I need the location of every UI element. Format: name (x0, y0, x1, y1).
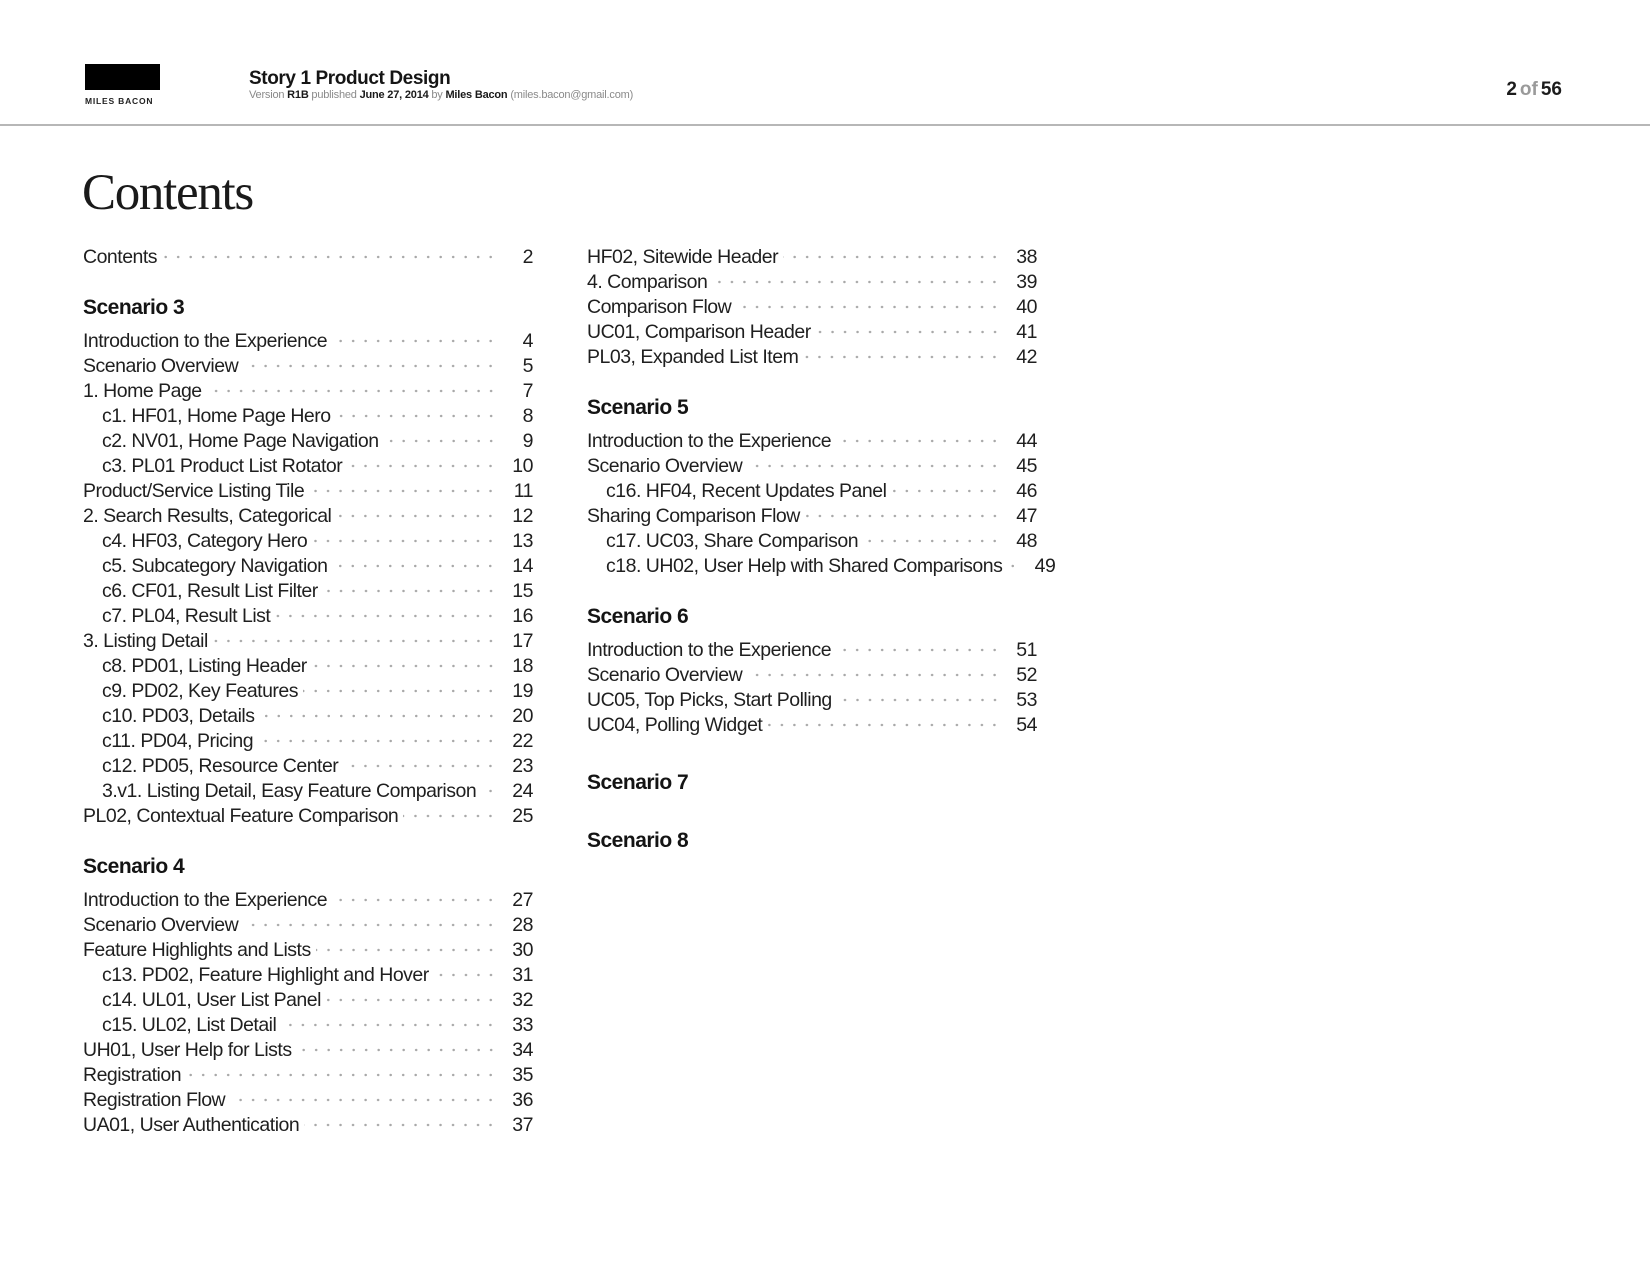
dot-leader (837, 694, 1001, 706)
document-meta (249, 89, 633, 101)
dot-leader (403, 810, 497, 822)
toc-subentry[interactable]: c8. PD01, Listing Header 18 (102, 655, 533, 677)
dot-leader (260, 710, 498, 722)
toc-entry[interactable]: UC01, Comparison Header 41 (587, 321, 1037, 343)
toc-subentry[interactable]: c4. HF03, Category Hero 13 (102, 530, 533, 552)
dot-leader (316, 944, 497, 956)
dot-leader (213, 635, 497, 647)
section-heading-scenario-8: Scenario 8 (587, 829, 689, 852)
toc-subentry[interactable]: c9. PD02, Key Features 19 (102, 680, 533, 702)
dot-leader (332, 335, 497, 347)
toc-entry[interactable]: 4. Comparison 39 (587, 271, 1037, 293)
toc-entry[interactable]: UH01, User Help for Lists 34 (83, 1039, 533, 1061)
page-counter (1506, 79, 1562, 101)
dot-leader (297, 1044, 497, 1056)
toc-entry[interactable]: Registration 35 (83, 1064, 533, 1086)
section-heading-scenario-3: Scenario 3 (83, 296, 185, 319)
version-value: R1B (287, 89, 309, 101)
toc-entry[interactable]: PL02, Contextual Feature Comparison 25 (83, 805, 533, 827)
dot-leader (336, 410, 497, 422)
dot-leader (332, 560, 497, 572)
dot-leader (384, 435, 497, 447)
toc-subentry[interactable]: c10. PD03, Details 20 (102, 705, 533, 727)
total-pages: 56 (1540, 79, 1562, 100)
logo-mark (85, 64, 160, 90)
dot-leader (767, 719, 1001, 731)
toc-subentry[interactable]: c13. PD02, Feature Highlight and Hover 31 (102, 964, 533, 986)
dot-leader (1007, 560, 1019, 572)
of-label: of (1519, 79, 1538, 100)
toc-entry[interactable]: 3. Listing Detail 17 (83, 630, 533, 652)
toc-subentry[interactable]: c2. NV01, Home Page Navigation 9 (102, 430, 533, 452)
dot-leader (816, 326, 1001, 338)
dot-leader (326, 994, 497, 1006)
dot-leader (747, 460, 1001, 472)
dot-leader (434, 969, 497, 981)
dot-leader (258, 735, 497, 747)
logo-text: MILES BACON (85, 96, 154, 106)
dot-leader (323, 585, 497, 597)
toc-entry[interactable]: UC05, Top Picks, Start Polling 53 (587, 689, 1037, 711)
toc-subentry[interactable]: c6. CF01, Result List Filter 15 (102, 580, 533, 602)
dot-leader (481, 785, 497, 797)
toc-entry[interactable]: Product/Service Listing Tile 11 (83, 480, 533, 502)
dot-leader (783, 251, 1001, 263)
toc-entry[interactable]: Feature Highlights and Lists 30 (83, 939, 533, 961)
toc-entry[interactable]: Scenario Overview 52 (587, 664, 1037, 686)
toc-subentry[interactable]: c12. PD05, Resource Center 23 (102, 755, 533, 777)
dot-leader (863, 535, 1001, 547)
toc-entry[interactable]: Scenario Overview 45 (587, 455, 1037, 477)
toc-entry[interactable]: Introduction to the Experience 44 (587, 430, 1037, 452)
author-email: (miles.bacon@gmail.com) (510, 89, 634, 101)
section-heading-scenario-6: Scenario 6 (587, 605, 689, 628)
toc-entry[interactable]: HF02, Sitewide Header 38 (587, 246, 1037, 268)
dot-leader (303, 685, 497, 697)
dot-leader (243, 919, 497, 931)
dot-leader (836, 435, 1001, 447)
toc-subentry[interactable]: c18. UH02, User Help with Shared Comparisons 49 (606, 555, 1056, 577)
dot-leader (230, 1094, 497, 1106)
toc-subentry[interactable]: c11. PD04, Pricing 22 (102, 730, 533, 752)
toc-entry[interactable]: Contents 2 (83, 246, 533, 268)
toc-entry[interactable]: Introduction to the Experience 51 (587, 639, 1037, 661)
dot-leader (891, 485, 1001, 497)
toc-column-right (587, 246, 1056, 855)
toc-subentry[interactable]: 3.v1. Listing Detail, Easy Feature Comparison 24 (102, 780, 533, 802)
current-page: 2 (1506, 79, 1517, 100)
published-label: published (311, 89, 357, 101)
page-title: Contents (82, 165, 253, 221)
dot-leader (712, 276, 1001, 288)
section-heading-scenario-4: Scenario 4 (83, 855, 185, 878)
toc-entry[interactable]: UC04, Polling Widget 54 (587, 714, 1037, 736)
version-label: Version (249, 89, 285, 101)
dot-leader (309, 485, 497, 497)
toc-entry[interactable]: Scenario Overview 5 (83, 355, 533, 377)
toc-entry[interactable]: UA01, User Authentication 37 (83, 1114, 533, 1136)
toc-entry[interactable]: Comparison Flow 40 (587, 296, 1037, 318)
section-heading-scenario-5: Scenario 5 (587, 396, 689, 419)
dot-leader (803, 351, 1001, 363)
publish-date: June 27, 2014 (359, 89, 429, 101)
dot-leader (243, 360, 497, 372)
page-header (0, 0, 1650, 126)
toc-column-left (83, 246, 533, 1139)
toc-subentry[interactable]: c5. Subcategory Navigation 14 (102, 555, 533, 577)
toc-subentry[interactable]: c3. PL01 Product List Rotator 10 (102, 455, 533, 477)
dot-leader (805, 510, 1001, 522)
dot-leader (332, 894, 497, 906)
toc-subentry[interactable]: c17. UC03, Share Comparison 48 (606, 530, 1037, 552)
toc-entry[interactable]: Scenario Overview 28 (83, 914, 533, 936)
dot-leader (207, 385, 497, 397)
toc-subentry[interactable]: c15. UL02, List Detail 33 (102, 1014, 533, 1036)
dot-leader (275, 610, 497, 622)
dot-leader (281, 1019, 497, 1031)
section-heading-scenario-7: Scenario 7 (587, 771, 689, 794)
dot-leader (736, 301, 1001, 313)
author-name: Miles Bacon (445, 89, 508, 101)
toc-subentry[interactable]: c16. HF04, Recent Updates Panel 46 (606, 480, 1037, 502)
toc-entry[interactable]: Introduction to the Experience 4 (83, 330, 533, 352)
dot-leader (312, 660, 497, 672)
dot-leader (343, 760, 497, 772)
toc-entry[interactable]: Registration Flow 36 (83, 1089, 533, 1111)
toc-subentry[interactable]: c7. PL04, Result List 16 (102, 605, 533, 627)
dot-leader (312, 535, 497, 547)
dot-leader (186, 1069, 497, 1081)
toc-entry[interactable]: Introduction to the Experience 27 (83, 889, 533, 911)
dot-leader (747, 669, 1001, 681)
dot-leader (304, 1119, 497, 1131)
toc-subentry[interactable]: c1. HF01, Home Page Hero 8 (102, 405, 533, 427)
dot-leader (336, 510, 497, 522)
toc-subentry[interactable]: c14. UL01, User List Panel 32 (102, 989, 533, 1011)
dot-leader (347, 460, 497, 472)
toc-entry[interactable]: 1. Home Page 7 (83, 380, 533, 402)
document-title: Story 1 Product Design (249, 68, 451, 89)
toc-entry[interactable]: 2. Search Results, Categorical 12 (83, 505, 533, 527)
by-label: by (431, 89, 443, 101)
dot-leader (836, 644, 1001, 656)
toc-entry[interactable]: PL03, Expanded List Item 42 (587, 346, 1037, 368)
toc-entry[interactable]: Sharing Comparison Flow 47 (587, 505, 1037, 527)
dot-leader (162, 251, 497, 263)
